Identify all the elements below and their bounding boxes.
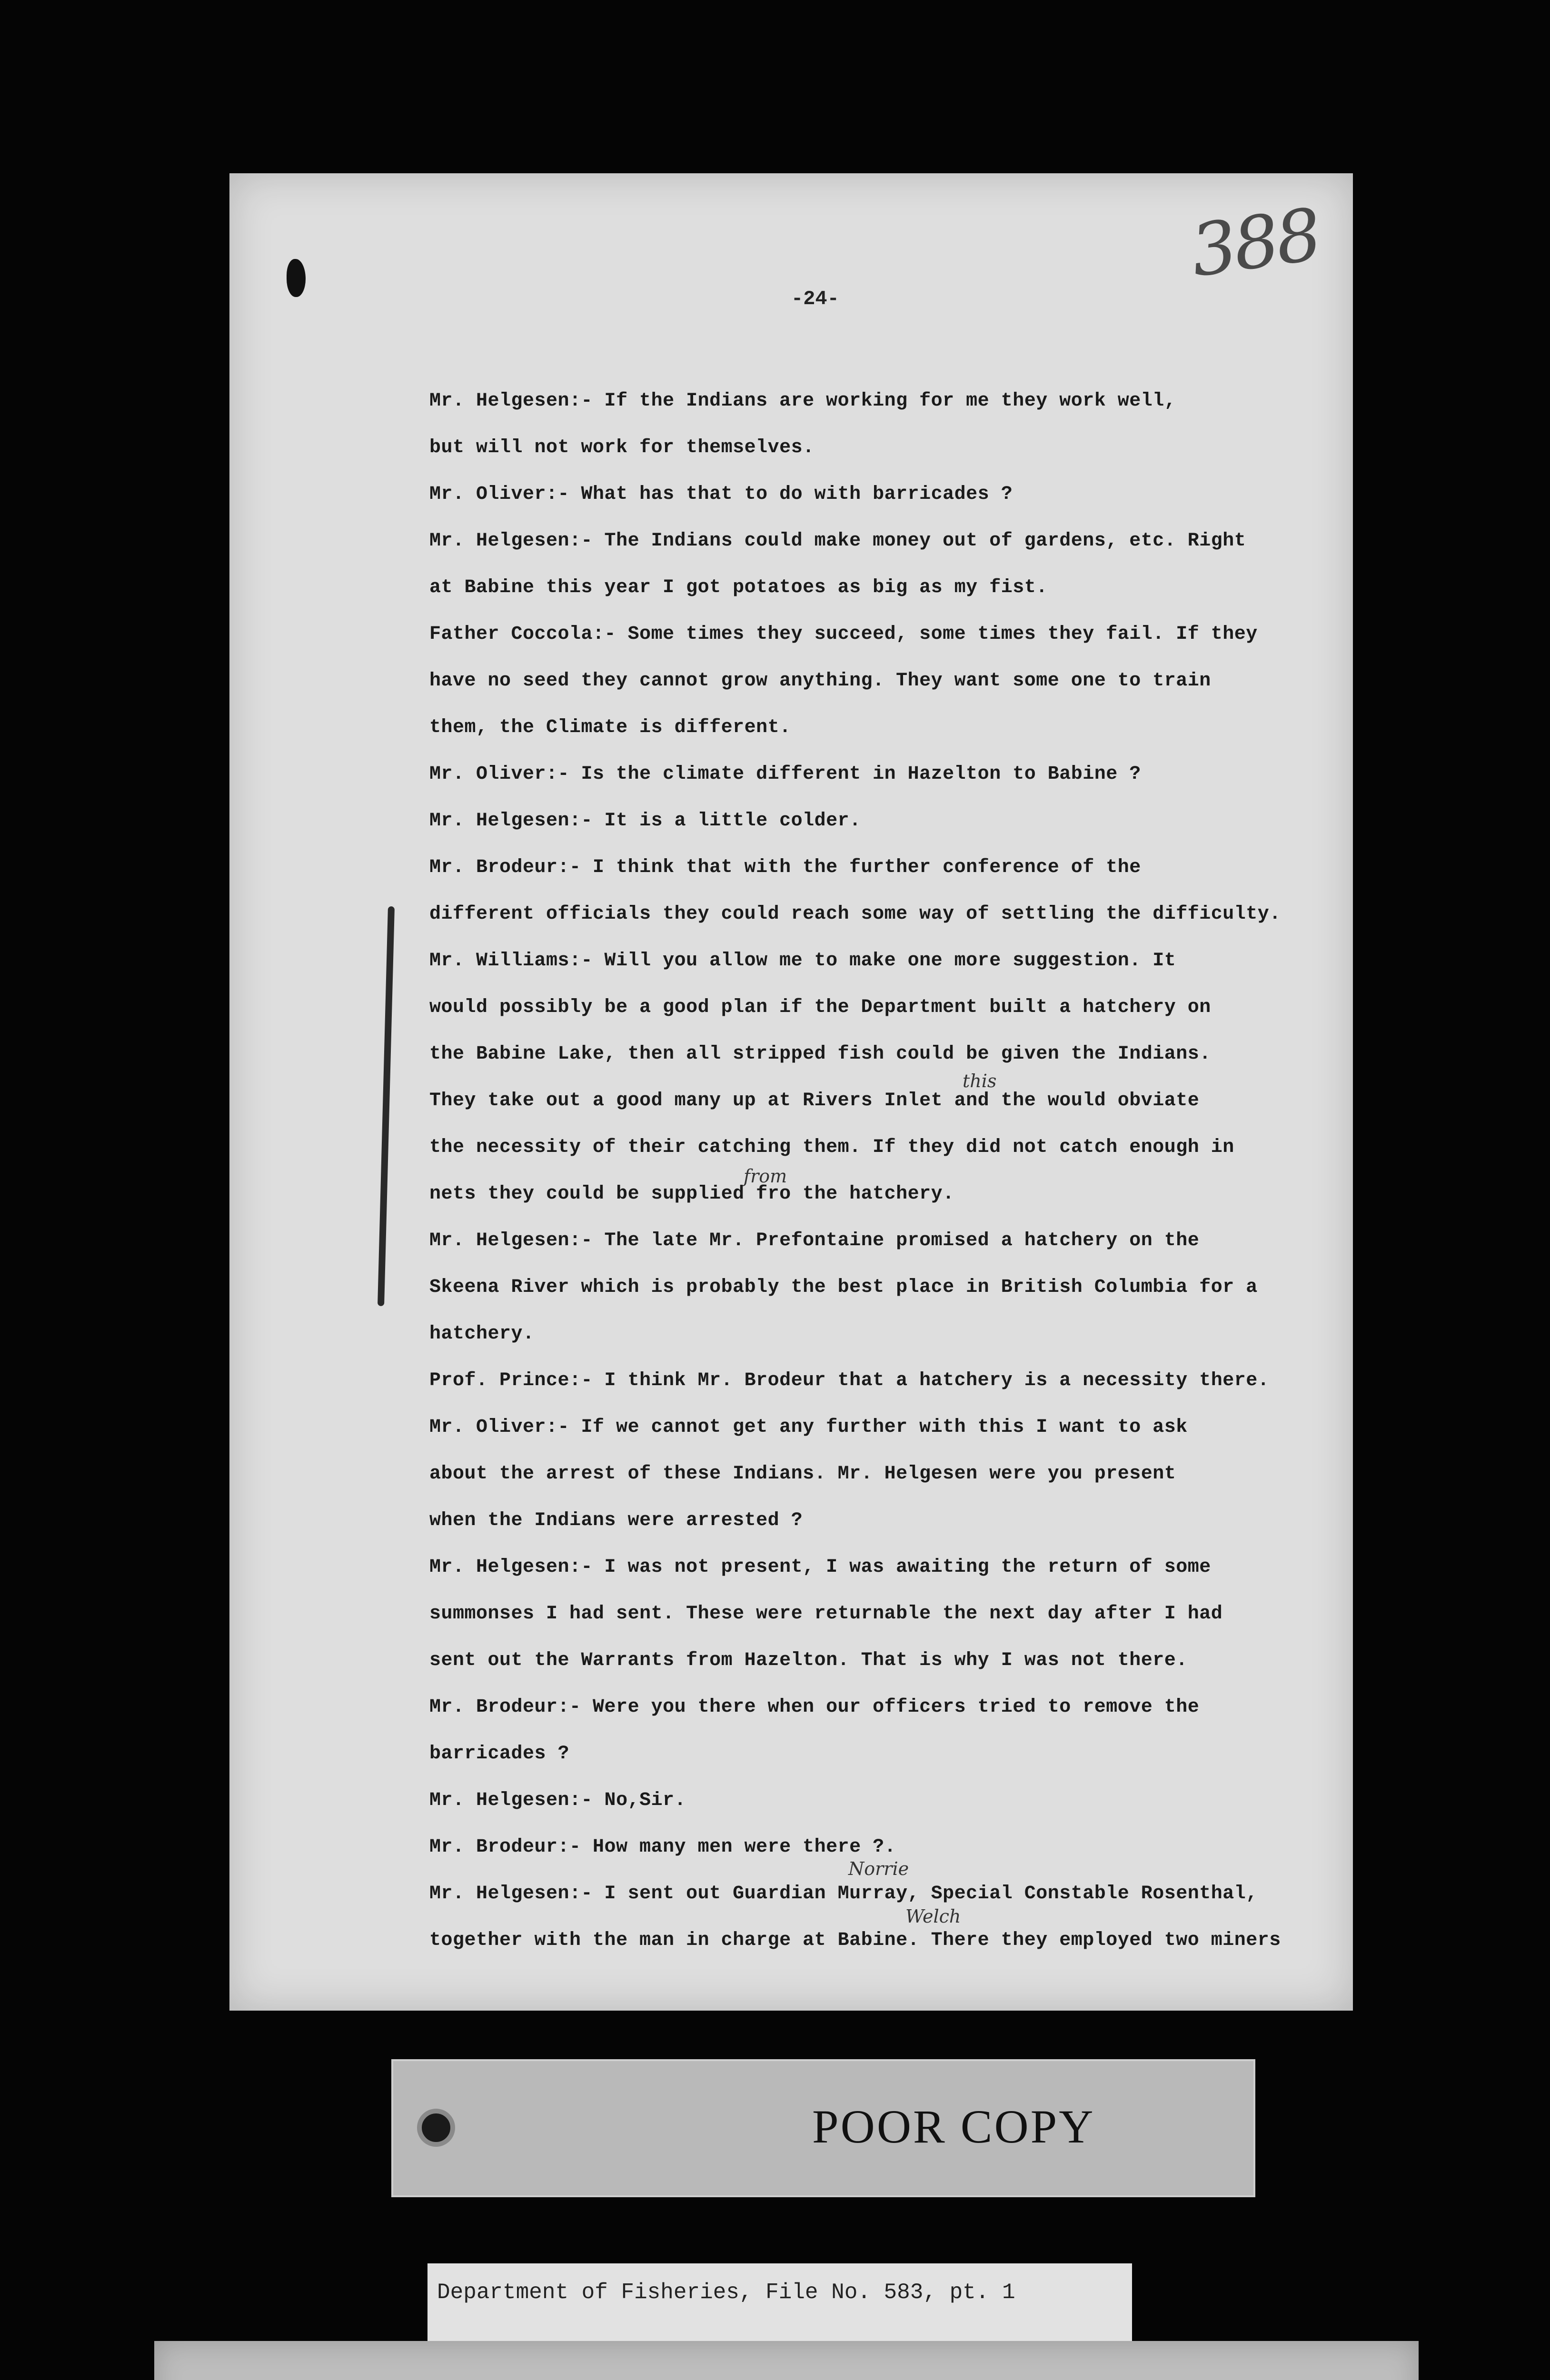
margin-marking [378,906,395,1306]
text-line: Mr. Brodeur:- I think that with the further conference of the [429,857,1141,878]
text-line: the necessity of their catching them. If they did not catch enough in [429,1137,1234,1158]
text-line: them, the Climate is different. [429,717,791,738]
folio-number: 388 [1186,193,1324,293]
archives-stamp [154,2341,1419,2380]
tag-hole [417,2109,455,2147]
text-line: Father Coccola:- Some times they succeed, some times they fail. If they [429,624,1258,645]
text-line: have no seed they cannot grow anything. They want some one to train [429,670,1211,692]
text-line: Mr. Helgesen:- The Indians could make money out of gardens, etc. Right [429,530,1246,552]
text-line: Mr. Helgesen:- It is a little colder. [429,810,861,832]
text-line: Mr. Brodeur:- How many men were there ?. [429,1836,896,1858]
file-reference-text: Department of Fisheries, File No. 583, pt. 1 [437,2280,1015,2305]
poor-copy-tag [391,2059,1255,2197]
text-line: Mr. Helgesen:- No,Sir. [429,1790,686,1811]
text-line: hatchery. [429,1323,535,1345]
text-line: together with the man in charge at Babine. There they employed two miners [429,1930,1281,1951]
handwritten-correction: this [963,1071,997,1091]
poor-copy-label: POOR COPY [812,2100,1095,2153]
text-line: when the Indians were arrested ? [429,1510,803,1531]
text-line: They take out a good many up at Rivers Inlet and the would obviate [429,1090,1200,1111]
text-line: at Babine this year I got potatoes as big as my fist. [429,577,1048,598]
file-reference-strip [427,2263,1132,2342]
text-line: Mr. Helgesen:- The late Mr. Prefontaine promised a hatchery on the [429,1230,1200,1251]
document-page [229,173,1353,2011]
text-line: Mr. Oliver:- What has that to do with barricades ? [429,484,1013,505]
text-line: Mr. Helgesen:- If the Indians are working for me they work well, [429,390,1176,412]
page-number: -24- [791,288,839,310]
text-line: sent out the Warrants from Hazelton. That is why I was not there. [429,1650,1188,1671]
text-line: Mr. Helgesen:- I sent out Guardian Murray, Special Constable Rosenthal, [429,1883,1258,1904]
text-line: summonses I had sent. These were returnable the next day after I had [429,1603,1223,1625]
text-line: the Babine Lake, then all stripped fish could be given the Indians. [429,1043,1211,1065]
text-line: Skeena River which is probably the best place in British Columbia for a [429,1277,1258,1298]
text-line: Mr. Helgesen:- I was not present, I was awaiting the return of some [429,1557,1211,1578]
text-line: barricades ? [429,1743,570,1765]
text-line: would possibly be a good plan if the Department built a hatchery on [429,997,1211,1018]
text-line: Mr. Brodeur:- Were you there when our officers tried to remove the [429,1696,1200,1718]
text-line: Mr. Oliver:- Is the climate different in Hazelton to Babine ? [429,764,1141,785]
handwritten-correction: Norrie [848,1858,909,1879]
text-line: nets they could be supplied fro the hatchery. [429,1183,954,1205]
binder-hole [287,259,306,297]
text-line: different officials they could reach some way of settling the difficulty. [429,903,1281,925]
text-line: Prof. Prince:- I think Mr. Brodeur that a hatchery is a necessity there. [429,1370,1270,1391]
text-line: but will not work for themselves. [429,437,815,458]
handwritten-correction: from [744,1166,787,1187]
text-line: Mr. Williams:- Will you allow me to make one more suggestion. It [429,950,1176,972]
text-line: about the arrest of these Indians. Mr. Helgesen were you present [429,1463,1176,1485]
transcript-body [429,378,1334,1964]
text-line: Mr. Oliver:- If we cannot get any further with this I want to ask [429,1417,1188,1438]
handwritten-correction: Welch [905,1906,961,1927]
